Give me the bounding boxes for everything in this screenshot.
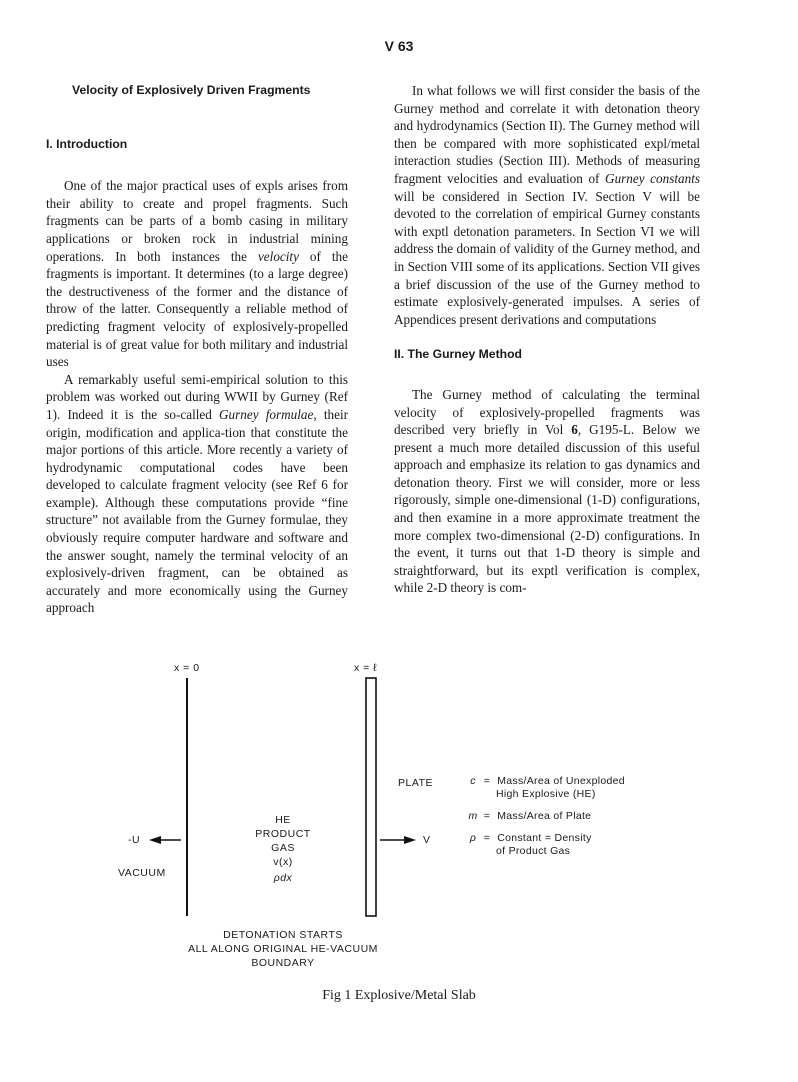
legend-text-cont: of Product Gas [496, 845, 571, 857]
mass-element-label: ρdx [273, 872, 293, 884]
legend-symbol: ρ [469, 832, 477, 844]
intro-p2-text: A remarkably useful semi-empirical solution to this problem was worked out during WWII by Gurney (Ref 1). Indeed it is the so-called [46, 371, 348, 422]
legend-symbol: m [468, 810, 478, 822]
overview-tail: will be considered in Section IV. Section V will be devoted to the correlation of empirical Gurney constants with exptl detonation parameters. In Section VI we will address the domain of validity of the Gurney method, and in Section VIII some of its applications. Section VII gives a brief discussion of the use of the Gurney method to estimate explosively-generated impulses. A series of Appendices present derivations and computations [394, 188, 700, 327]
left-column [46, 82, 348, 617]
right-column [394, 82, 700, 597]
section-heading-text: I. Introduction [46, 136, 128, 151]
legend-text-cont: High Explosive (HE) [496, 788, 596, 800]
he-label: HE [275, 814, 291, 826]
intro-p1-tail: of the fragments is important. It determines (to a large degree) the destructiveness of the former and the distance of throw of the latter. Consequently a reliable method of predicting fragment velocity of explosively-propelled material is of great value for both military and industrial uses [46, 248, 348, 370]
figure-caption: Fig 1 Explosive/Metal Slab [322, 988, 476, 1003]
legend-text: Constant = Density [497, 832, 592, 844]
gurney-text: The Gurney method of calculating the terminal velocity of explosively-propelled fragments was described very briefly in Vol [394, 386, 700, 438]
intro-p1-text: One of the major practical uses of expls arises from their ability to create and propel fragments. Such fragments can be parts of a bomb casing in military applications or broken rock in industrial mining operations. In both instances the [46, 178, 348, 264]
detonation-note-line-2: ALL ALONG ORIGINAL HE-VACUUM [188, 943, 378, 955]
article-title: Velocity of Explosively Driven Fragments [72, 83, 311, 97]
intro-p2-tail: their origin, modification and applica-tion that constitute the major portions of this article. More recently a variety of hydrodynamic computational codes have been developed to calculate fragment velocity (see Ref 6 for example). Although these computations provide “fine structure” not available from the Gurney formulae, they obviously require computer hardware and software and the answer sought, namely the terminal velocity of an explosively-driven fragment, can be obtained as accurately and more economically using the Gurney approach [46, 406, 349, 616]
velocity-field-label: v(x) [273, 856, 293, 868]
overview-text: In what follows we will first consider the basis of the Gurney method and correlate it with detonation theory and hydrodynamics (Section II). The Gurney method will then be compared with more sophisticated expl/metal interaction studies (Section III). Methods of measuring fragment velocities and evaluation of [394, 83, 700, 186]
x-ell-label: x = ℓ [354, 662, 378, 674]
gurney-tail: , G195-L. Below we present a much more detailed discussion of this useful approach and emphasize its relation to gas dynamics and detonation theory. First we will consider, more or less rigorously, simple one-dimensional (1-D) configurations, and then examine in a more approximate treatment the more complex two-dimensional (2-D) configurations. In the event, it turns out that 1-D theory is simple and straightforward, but its exptl verification is complex, while 2-D theory is com- [394, 422, 701, 596]
intro-p2-emphasis: Gurney formulae, [219, 406, 317, 422]
overview-paragraph [394, 82, 700, 328]
gurney-volume: 6 [571, 422, 578, 438]
intro-p1-emphasis: velocity [257, 248, 299, 264]
legend-row-c: c = Mass/Area of Unexploded High Explosive (HE) [466, 775, 625, 801]
page-number: V 63 [384, 38, 414, 54]
legend-row-rho: ρ = Constant = Density of Product Gas [466, 832, 592, 858]
legend-text: Mass/Area of Plate [497, 810, 592, 822]
overview-emphasis: Gurney constants [605, 170, 701, 186]
section-heading-gurney-method: II. The Gurney Method [394, 347, 522, 362]
plate-label: PLATE [398, 777, 433, 789]
neg-u-label: -U [128, 834, 141, 846]
x-zero-label: x = 0 [174, 662, 200, 674]
legend-symbol: c [470, 775, 476, 787]
v-label: V [423, 834, 431, 846]
gas-label: GAS [271, 842, 295, 854]
vacuum-label: VACUUM [118, 867, 166, 879]
intro-paragraph-2 [46, 371, 348, 617]
metal-plate [366, 678, 376, 916]
intro-paragraph-1 [46, 177, 348, 371]
section-heading-introduction [46, 136, 348, 154]
legend-row-m: m = Mass/Area of Plate [466, 810, 591, 823]
arrow-neg-u-head [149, 836, 161, 844]
detonation-note-line-3: BOUNDARY [251, 957, 315, 969]
detonation-note-line-1: DETONATION STARTS [223, 929, 343, 941]
gurney-paragraph [394, 386, 700, 597]
legend-text: Mass/Area of Unexploded [497, 775, 625, 787]
product-label: PRODUCT [255, 828, 311, 840]
arrow-v-head [404, 836, 416, 844]
